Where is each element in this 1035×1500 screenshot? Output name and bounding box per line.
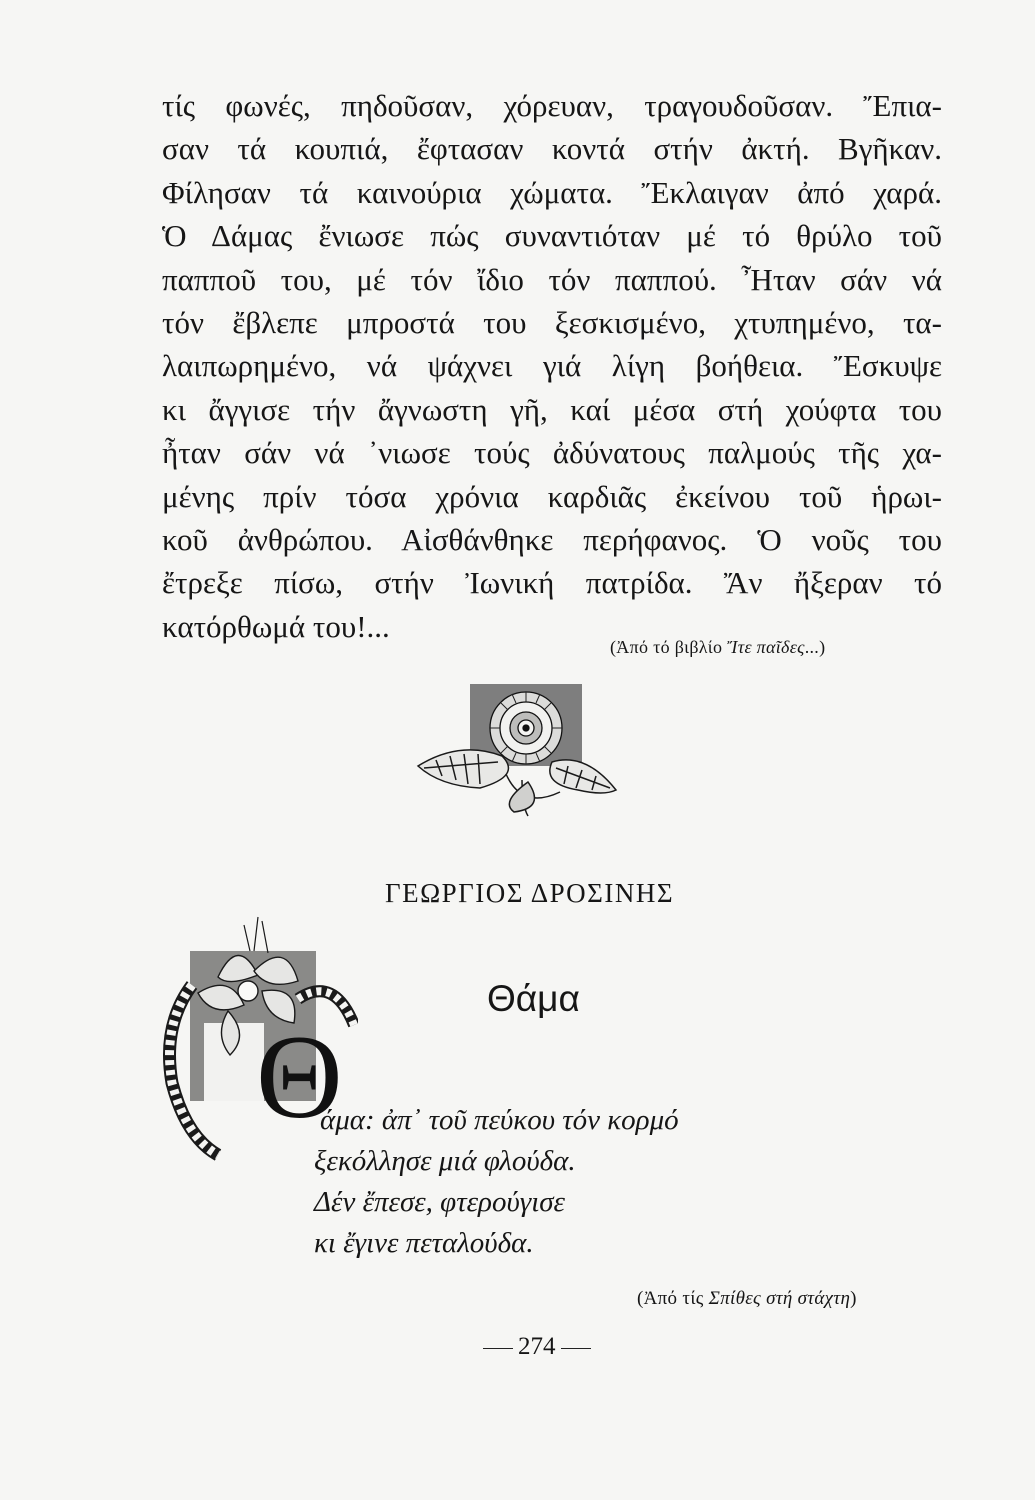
verse-line: κι ἔγινε πεταλούδα. (314, 1227, 534, 1259)
flower-vignette-icon (410, 680, 634, 820)
verse-line: άμα: ἀπ᾿ τοῦ πεύκου τόν κορμό (320, 1104, 679, 1136)
source-prefix: (Ἀπό τίς (637, 1288, 709, 1309)
source-citation-1 (610, 637, 825, 658)
dash-right (561, 1348, 591, 1349)
poem-verses (314, 1100, 679, 1264)
prose-line: Φίλησαν τά καινούρια χώματα. Ἔκλαιγαν ἀπό χαρά. (162, 174, 942, 210)
prose-line: παπποῦ του, μέ τόν ἴδιο τόν παππού. Ἦταν σάν νά (162, 261, 942, 297)
prose-line: τίς φωνές, πηδοῦσαν, χόρευαν, τραγουδοῦσαν. Ἔπια- (162, 88, 942, 123)
prose-line: κατόρθωμά του!... (162, 608, 390, 644)
prose-line: λαιπωρημένο, νά ψάχνει γιά λίγη βοήθεια. Ἔσκυψε (162, 348, 942, 384)
source-prefix: (Ἀπό τό βιβλίο (610, 637, 728, 657)
prose-line: ἔτρεξε πίσω, στήν Ἰωνική πατρίδα. Ἄν ἤξεραν τό (162, 565, 942, 601)
verse-line: Δέν ἔπεσε, φτερούγισε (314, 1186, 565, 1218)
source-suffix: ...) (804, 637, 826, 657)
prose-line: τόν ἔβλεπε μπροστά του ξεσκισμένο, χτυπημένο, τα- (162, 304, 942, 340)
prose-line: κοῦ ἀνθρώπου. Αἰσθάνθηκε περήφανος. Ὁ νοῦς του (162, 521, 942, 557)
source-book-title: Ἴτε παῖδες (727, 637, 805, 657)
prose-line: κι ἄγγισε τήν ἄγνωστη γῆ, καί μέσα στή χούφτα του (162, 391, 942, 427)
page-number-value: 274 (518, 1333, 556, 1360)
source-book-title: Σπίθες στή στάχτη (708, 1288, 851, 1309)
poem-title: Θάμα (487, 978, 580, 1019)
verse-line: ξεκόλλησε μιά φλούδα. (314, 1145, 576, 1177)
prose-line: σαν τά κουπιά, ἔφτασαν κοντά στήν ἀκτή. Βγῆκαν. (162, 131, 942, 167)
source-citation-2 (637, 1288, 857, 1310)
initial-letter: Θ (256, 1010, 343, 1143)
source-suffix: ) (850, 1288, 857, 1309)
prose-paragraph (162, 84, 942, 648)
dash-left (483, 1348, 513, 1349)
prose-line: Ὁ Δάμας ἔνιωσε πώς συναντιόταν μέ τό θρύλο τοῦ (162, 218, 942, 254)
author-name: ΓΕΩΡΓΙΟΣ ΔΡΟΣΙΝΗΣ (385, 878, 675, 908)
prose-line: μένης πρίν τόσα χρόνια καρδιᾶς ἐκείνου τοῦ ἡρωι- (162, 478, 942, 514)
page-number (478, 1333, 596, 1361)
prose-line: ἦταν σάν νά ᾿νιωσε τούς ἀδύνατους παλμούς τῆς χα- (162, 435, 942, 471)
